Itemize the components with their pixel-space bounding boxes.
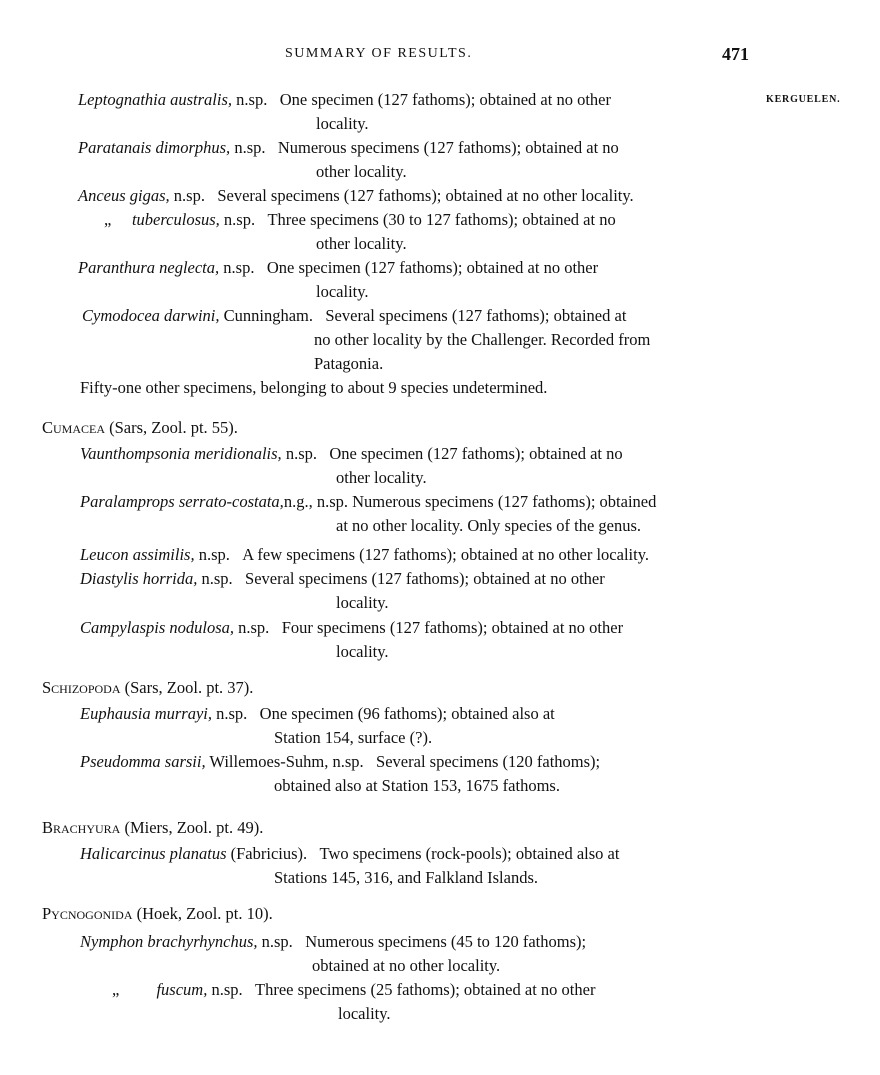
species-description: A few specimens (127 fathoms); obtained at no other locality.: [242, 545, 650, 564]
group-name: Brachyura: [42, 818, 121, 837]
species-authority: n.sp.: [194, 545, 230, 564]
species-entry: [80, 616, 752, 664]
species-name: Anceus gigas,: [78, 186, 170, 205]
species-description: Several specimens (127 fathoms); obtained at: [325, 306, 627, 325]
group-reference: (Hoek, Zool. pt. 10).: [136, 904, 273, 923]
species-description-cont: locality.: [336, 593, 389, 612]
group-name: Schizopoda: [42, 678, 121, 697]
species-entry: [78, 88, 753, 136]
species-name: Campylaspis nodulosa,: [80, 618, 235, 637]
species-authority: n.sp.: [207, 980, 243, 999]
species-name: Paratanais dimorphus,: [78, 138, 231, 157]
group-name: Pycnogonida: [42, 904, 133, 923]
species-name: fuscum,: [156, 980, 208, 999]
species-authority: n.sp.: [219, 210, 256, 229]
ditto-mark: „: [104, 210, 112, 229]
margin-note-locality: KERGUELEN.: [766, 94, 841, 105]
species-name: Euphausia murrayi,: [80, 704, 212, 723]
species-description: Several specimens (127 fathoms); obtained at no other locality.: [217, 186, 634, 205]
group-heading-brachyura: [42, 818, 263, 838]
species-entry: [80, 702, 752, 750]
species-description: Several specimens (120 fathoms);: [376, 752, 601, 771]
species-description-cont: at no other locality. Only species of the genus.: [336, 516, 642, 535]
species-description-cont: other locality.: [336, 468, 427, 487]
species-authority: n.sp.: [234, 618, 270, 637]
species-description: Numerous specimens (127 fathoms); obtained at no: [277, 138, 619, 157]
group-reference: (Miers, Zool. pt. 49).: [124, 818, 264, 837]
species-description-cont: other locality.: [316, 162, 407, 181]
species-description: Three specimens (25 fathoms); obtained at no other: [255, 980, 596, 999]
group-name: Cumacea: [42, 418, 106, 437]
group-heading-schizopoda: [42, 678, 253, 698]
species-description-cont: locality.: [338, 1004, 391, 1023]
species-authority: (Fabricius).: [226, 844, 308, 863]
species-name: Leptognathia australis,: [78, 90, 233, 109]
species-description-cont: other locality.: [316, 234, 407, 253]
species-name: Leucon assimilis,: [80, 545, 195, 564]
species-authority: n.sp.: [169, 186, 205, 205]
species-entry: [112, 978, 752, 1026]
species-description: One specimen (127 fathoms); obtained at no: [329, 444, 623, 463]
species-description-cont: obtained at no other locality.: [312, 956, 501, 975]
species-entry: [80, 442, 752, 490]
species-description: One specimen (127 fathoms); obtained at no other: [266, 258, 599, 277]
species-name: Paralamprops serrato-costata,: [80, 492, 284, 511]
species-description: One specimen (96 fathoms); obtained also at: [259, 704, 555, 723]
species-description-cont: locality.: [316, 114, 369, 133]
species-description: Four specimens (127 fathoms); obtained at no other: [281, 618, 624, 637]
species-authority: n.sp.: [257, 932, 293, 951]
species-name: Cymodocea darwini,: [82, 306, 220, 325]
species-description: Numerous specimens (127 fathoms); obtained: [352, 492, 657, 511]
species-description: Three specimens (30 to 127 fathoms); obtained at no: [267, 210, 616, 229]
species-entry: [78, 256, 753, 304]
species-description-cont: Station 154, surface (?).: [274, 728, 433, 747]
note-line: [80, 376, 755, 400]
species-description: One specimen (127 fathoms); obtained at no other: [279, 90, 611, 109]
species-name: Vaunthompsonia meridionalis,: [80, 444, 282, 463]
species-entry: [80, 490, 752, 538]
species-entry: [80, 930, 752, 978]
species-entry: [78, 136, 753, 184]
species-authority: n.sp.: [197, 569, 233, 588]
species-entry: [78, 184, 753, 208]
species-entry: [104, 208, 754, 256]
species-description: Several specimens (127 fathoms); obtained at no other: [245, 569, 605, 588]
group-heading-cumacea: [42, 418, 238, 438]
species-description: Two specimens (rock-pools); obtained also at: [319, 844, 620, 863]
species-authority: n.sp.: [230, 138, 266, 157]
species-authority: Willemoes-Suhm, n.sp.: [205, 752, 364, 771]
species-authority: n.g., n.sp.: [283, 492, 348, 511]
running-title: SUMMARY OF RESULTS.: [285, 46, 473, 61]
group-reference: (Sars, Zool. pt. 37).: [124, 678, 254, 697]
species-description-cont: Stations 145, 316, and Falkland Islands.: [274, 868, 538, 887]
species-authority: n.sp.: [212, 704, 248, 723]
species-description: Numerous specimens (45 to 120 fathoms);: [305, 932, 587, 951]
species-name: Nymphon brachyrhynchus,: [80, 932, 258, 951]
species-description-cont: no other locality by the Challenger. Recorded from: [314, 330, 651, 349]
page-number: 471: [722, 44, 749, 64]
species-name: Pseudomma sarsii,: [80, 752, 206, 771]
group-heading-pycnogonida: [42, 904, 273, 924]
group-reference: (Sars, Zool. pt. 55).: [109, 418, 238, 437]
species-name: Halicarcinus planatus: [80, 844, 227, 863]
species-description-cont: locality.: [336, 642, 389, 661]
ditto-mark: „: [112, 980, 120, 999]
species-authority: n.sp.: [219, 258, 255, 277]
note-text: Fifty-one other specimens, belonging to about 9 species undetermined.: [80, 378, 548, 397]
species-authority: n.sp.: [232, 90, 268, 109]
species-entry: [80, 750, 752, 798]
species-description-cont: Patagonia.: [314, 354, 384, 373]
species-name: Paranthura neglecta,: [78, 258, 220, 277]
species-entry: [80, 842, 752, 890]
species-entry: [80, 567, 752, 615]
species-name: tuberculosus,: [131, 210, 220, 229]
species-authority: Cunningham.: [219, 306, 313, 325]
species-description-cont: locality.: [316, 282, 369, 301]
species-entry: [80, 543, 752, 567]
species-entry: [82, 304, 754, 376]
species-description-cont: obtained also at Station 153, 1675 fathoms.: [274, 776, 560, 795]
species-name: Diastylis horrida,: [80, 569, 198, 588]
species-authority: n.sp.: [281, 444, 317, 463]
